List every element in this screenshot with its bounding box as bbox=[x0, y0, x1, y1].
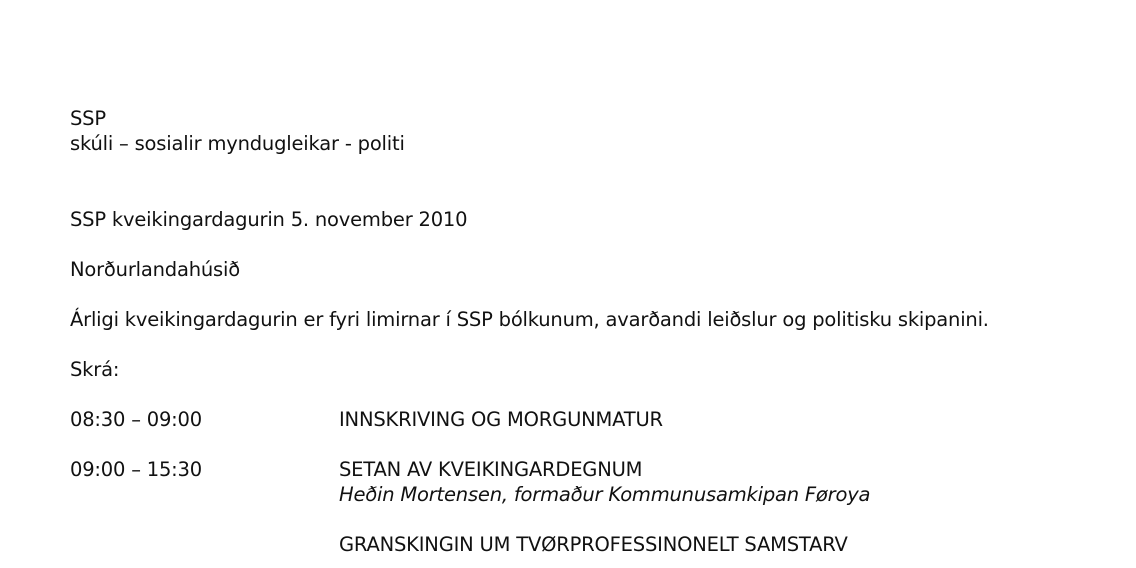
spacer bbox=[70, 507, 1110, 532]
program-time bbox=[70, 532, 339, 557]
program-row bbox=[70, 407, 1110, 432]
spacer bbox=[70, 382, 1110, 407]
document-page bbox=[70, 106, 1110, 557]
spacer bbox=[70, 282, 1110, 307]
program-label: Skrá: bbox=[70, 358, 120, 381]
program-item-title: INNSKRIVING OG MORGUNMATUR bbox=[339, 408, 663, 431]
event-title: SSP kveikingardagurin 5. november 2010 bbox=[70, 208, 468, 231]
program-item-title: SETAN AV KVEIKINGARDEGNUM bbox=[339, 458, 643, 481]
spacer bbox=[70, 432, 1110, 457]
event-venue: Norðurlandahúsið bbox=[70, 258, 240, 281]
program-item-title: GRANSKINGIN UM TVØRPROFESSINONELT SAMSTARV bbox=[339, 533, 848, 556]
program-item bbox=[339, 457, 870, 507]
spacer bbox=[70, 332, 1110, 357]
org-subtitle: skúli – sosialir myndugleikar - politi bbox=[70, 132, 405, 155]
program-time: 08:30 – 09:00 bbox=[70, 408, 202, 431]
program-item bbox=[339, 532, 848, 557]
program-time: 09:00 – 15:30 bbox=[70, 458, 202, 481]
program-row bbox=[70, 532, 1110, 557]
spacer bbox=[70, 232, 1110, 257]
org-name: SSP bbox=[70, 107, 106, 130]
program-row bbox=[70, 457, 1110, 507]
program-item-speaker: Heðin Mortensen, formaður Kommunusamkipan Føroya bbox=[339, 483, 871, 506]
event-description: Árligi kveikingardagurin er fyri limirnar í SSP bólkunum, avarðandi leiðslur og politisku skipanini. bbox=[70, 308, 989, 331]
program-item bbox=[339, 407, 663, 432]
spacer bbox=[70, 156, 1110, 207]
